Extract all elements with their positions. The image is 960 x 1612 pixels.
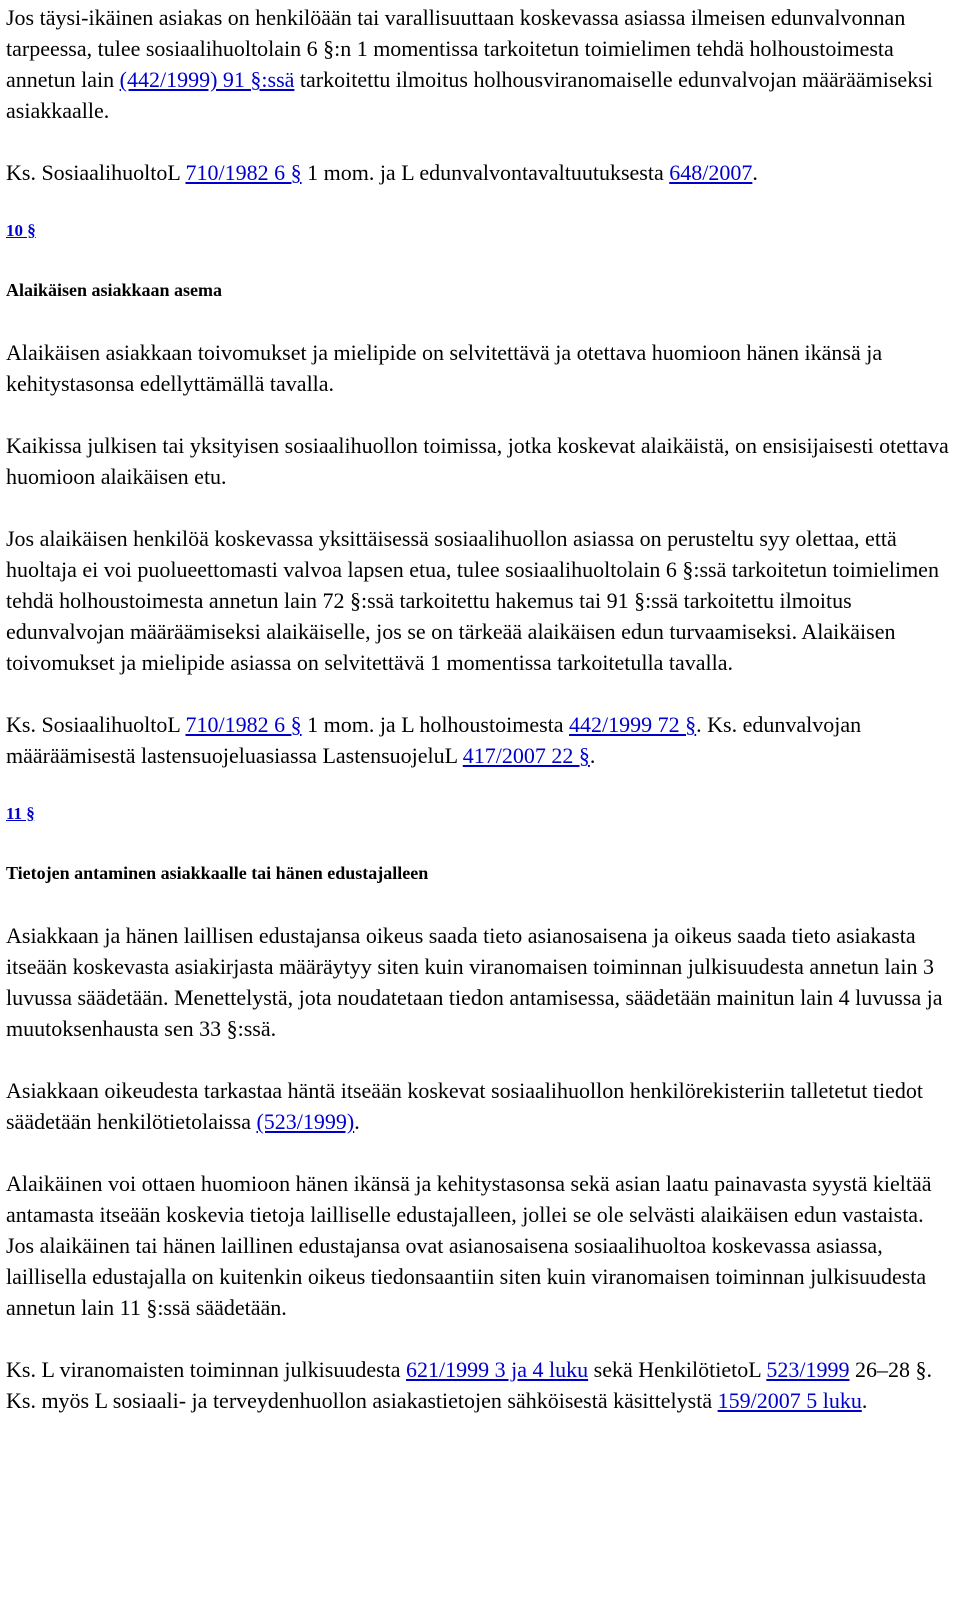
section-11-link[interactable]: 11 § (6, 804, 35, 823)
link-417-2007-22[interactable]: 417/2007 22 § (462, 743, 590, 768)
link-621-1999[interactable]: 621/1999 3 ja 4 luku (406, 1357, 589, 1382)
reference-paragraph (6, 157, 954, 188)
paragraph: Kaikissa julkisen tai yksityisen sosiaalihuollon toimissa, jotka koskevat alaikäistä, on ensisijaisesti otettava huomioon alaikäisen etu. (6, 433, 949, 489)
section-heading: Tietojen antaminen asiakkaalle tai hänen edustajalleen (6, 863, 429, 883)
link-442-1999-72[interactable]: 442/1999 72 § (569, 712, 697, 737)
reference-text: . (752, 160, 758, 185)
reference-text: 26–28 §. Ks. myös L sosiaali- ja terveydenhuollon asiakastietojen sähköisestä käsittelystä (6, 1357, 932, 1413)
document-page (0, 2, 960, 1612)
paragraph-text: . (354, 1109, 360, 1134)
reference-text: . (861, 1388, 868, 1413)
paragraph-text: Asiakkaan oikeudesta tarkastaa häntä itseään koskevat sosiaalihuollon henkilörekisteriin talletetut tiedot säädetään henkilötietolaissa (6, 1078, 923, 1134)
section-10-link[interactable]: 10 § (6, 221, 36, 240)
reference-text: . (589, 743, 596, 768)
paragraph (6, 1075, 954, 1137)
reference-text: sekä HenkilötietoL (588, 1357, 767, 1382)
paragraph: Alaikäinen voi ottaen huomioon hänen ikänsä ja kehitystasonsa sekä asian laatu painavasta syystä kieltää antamasta itseään koskevia tietoja lailliselle edustajalleen, jollei se ole selvästi alaikäisen edun vastaista. Jos alaikäinen tai hänen laillinen edustajansa ovat asianosaisena sosiaalihuoltoa koskevassa asiassa, laillisella edustajalla on kuitenkin oikeus tiedonsaantiin siten kuin viranomaisen toiminnan julkisuudesta annetun lain 11 §:ssä säädetään. (6, 1171, 932, 1320)
paragraph: Alaikäisen asiakkaan toivomukset ja mielipide on selvitettävä ja otettava huomioon hänen ikänsä ja kehitystasonsa edellyttämällä tavalla. (6, 340, 883, 396)
link-159-2007[interactable]: 159/2007 5 luku (717, 1388, 862, 1413)
reference-text: Ks. SosiaalihuoltoL (6, 160, 186, 185)
link-523-1999[interactable]: 523/1999 (766, 1357, 850, 1382)
section-number-11 (6, 802, 954, 826)
reference-text: . Ks. edunvalvojan määräämisestä lastensuojeluasiassa LastensuojeluL (6, 712, 862, 768)
link-442-1999-91[interactable]: (442/1999) 91 §:ssä (119, 67, 295, 92)
reference-text: Ks. SosiaalihuoltoL (6, 712, 186, 737)
reference-text: 1 mom. ja L holhoustoimesta (301, 712, 570, 737)
paragraph-adult-guardianship (6, 2, 954, 126)
reference-text: 1 mom. ja L edunvalvontavaltuutuksesta (301, 160, 670, 185)
reference-text: Ks. L viranomaisten toiminnan julkisuudesta (6, 1357, 407, 1382)
paragraph-text: tarkoitettu ilmoitus holhousviranomaiselle edunvalvojan määräämiseksi asiakkaalle. (6, 67, 933, 123)
reference-paragraph (6, 1354, 954, 1416)
link-710-1982-6[interactable]: 710/1982 6 § (185, 712, 302, 737)
paragraph: Asiakkaan ja hänen laillisen edustajansa oikeus saada tieto asianosaisena ja oikeus saada tieto asiakasta itseään koskevasta asiakirjasta määräytyy siten kuin viranomaisen toiminnan julkisuudesta annetun lain 3 luvussa säädetään. Menettelystä, jota noudatetaan tiedon antamisessa, säädetään mainitun lain 4 luvussa ja muutoksenhausta sen 33 §:ssä. (6, 923, 943, 1041)
section-heading: Alaikäisen asiakkaan asema (6, 280, 223, 300)
section-number-10 (6, 219, 954, 243)
link-710-1982-6[interactable]: 710/1982 6 § (185, 160, 302, 185)
paragraph: Jos alaikäisen henkilöä koskevassa yksittäisessä sosiaalihuollon asiassa on perusteltu syy olettaa, että huoltaja ei voi puolueettomasti valvoa lapsen etua, tulee sosiaalihuoltolain 6 §:ssä tarkoitetun toimielimen tehdä holhoustoimesta annetun lain 72 §:ssä tarkoitettu hakemus tai 91 §:ssä tarkoitettu ilmoitus edunvalvojan määräämiseksi alaikäiselle, jos se on tärkeää alaikäisen edun turvaamiseksi. Alaikäisen toivomukset ja mielipide asiassa on selvitettävä 1 momentissa tarkoitetulla tavalla. (6, 526, 939, 675)
link-648-2007[interactable]: 648/2007 (669, 160, 753, 185)
link-523-1999[interactable]: (523/1999) (256, 1109, 355, 1134)
paragraph-text: Jos täysi-ikäinen asiakas on henkilöään tai varallisuuttaan koskevassa asiassa ilmeisen edunvalvonnan tarpeessa, tulee sosiaalihuoltolain 6 §:n 1 momentissa tarkoitetun toimielimen tehdä holhoustoimesta annetun lain (6, 5, 906, 92)
reference-paragraph (6, 709, 954, 771)
